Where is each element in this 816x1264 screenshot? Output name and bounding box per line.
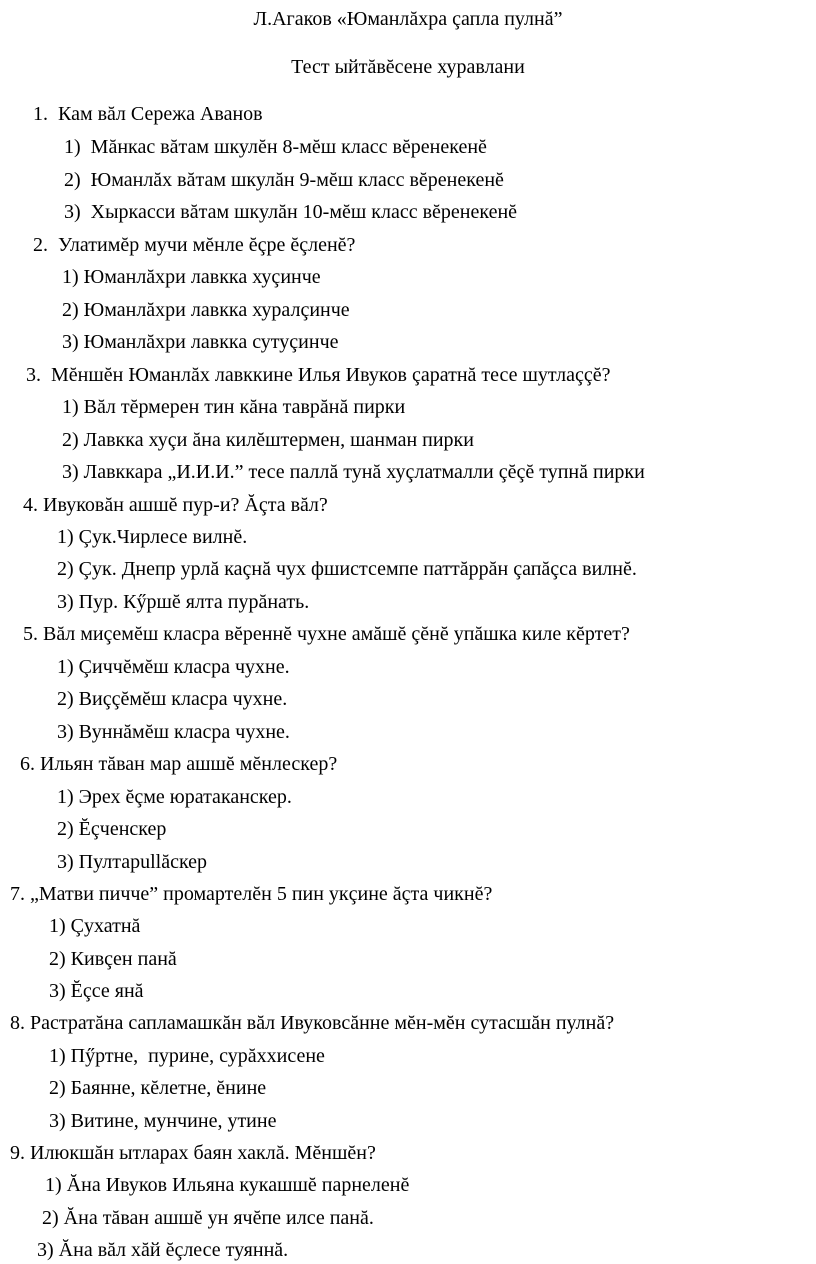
option-text: Ăна вăл хăй ĕçлесе туяннă. xyxy=(58,1239,289,1261)
question-2-option-1 xyxy=(62,264,321,290)
option-number: 1) xyxy=(49,915,66,937)
question-text: „Матви пичче” промартелĕн 5 пин укçине ăçта чикнĕ? xyxy=(30,883,493,905)
option-text: Юманлăхри лавкка хуçинче xyxy=(83,266,321,288)
question-9-option-3 xyxy=(37,1237,288,1263)
question-3 xyxy=(26,362,611,388)
question-5-option-3 xyxy=(57,719,290,745)
question-3-option-3 xyxy=(62,459,645,485)
option-text: Кивçен панă xyxy=(70,948,177,970)
question-8-option-1 xyxy=(49,1043,325,1069)
question-text: Вăл миçемĕш класра вĕреннĕ чухне амăшĕ çĕнĕ упăшка киле кĕртет? xyxy=(43,623,630,645)
question-number: 3. xyxy=(26,364,41,386)
option-number: 2) xyxy=(49,948,66,970)
option-text: Вуннăмĕш класра чухне. xyxy=(78,721,290,743)
option-number: 3) xyxy=(64,201,81,223)
option-text: Çук.Чирлесе вилнĕ. xyxy=(78,526,248,548)
document-subtitle: Тест ыйтăвĕсене хуравлани xyxy=(291,56,525,78)
option-number: 3) xyxy=(62,331,79,353)
option-text: Ĕçченскер xyxy=(78,818,167,840)
option-text: Эрех ĕçме юратаканскер. xyxy=(78,786,292,808)
option-text: Юманлăх вăтам шкулăн 9-мĕш класс вĕренекенĕ xyxy=(90,169,504,191)
option-number: 2) xyxy=(64,169,81,191)
option-number: 2) xyxy=(57,688,74,710)
option-number: 2) xyxy=(62,429,79,451)
question-4 xyxy=(23,492,328,518)
question-number: 9. xyxy=(10,1142,25,1164)
option-text: Баянне, кĕлетне, ĕнине xyxy=(70,1077,267,1099)
option-number: 1) xyxy=(49,1045,66,1067)
option-number: 2) xyxy=(62,299,79,321)
option-number: 1) xyxy=(57,786,74,808)
option-text: Вăл тĕрмерен тин кăна таврăнă пирки xyxy=(83,396,406,418)
question-5-option-2 xyxy=(57,686,287,712)
question-1 xyxy=(33,101,263,127)
option-number: 1) xyxy=(62,396,79,418)
option-text: Мăнкас вăтам шкулĕн 8-мĕш класс вĕренекенĕ xyxy=(90,136,487,158)
option-text: Лавккара „И.И.И.” тесе паллă тунă хуçлатмалли çĕçĕ тупнă пирки xyxy=(83,461,645,483)
question-2-option-2 xyxy=(62,297,350,323)
option-number: 2) xyxy=(42,1207,59,1229)
question-1-option-1 xyxy=(64,134,487,160)
option-number: 1) xyxy=(57,526,74,548)
option-number: 3) xyxy=(49,980,66,1002)
option-text: Ăна тăван ашшĕ ун ячĕпе илсе панă. xyxy=(63,1207,374,1229)
option-number: 3) xyxy=(37,1239,54,1261)
question-text: Мĕншĕн Юманлăх лавккине Илья Ивуков çаратнă тесе шутлаççĕ? xyxy=(51,364,611,386)
question-7-option-3 xyxy=(49,978,144,1004)
question-text: Растратăна сапламашкăн вăл Ивуковсăнне мĕн-мĕн сутасшăн пулнă? xyxy=(30,1012,615,1034)
option-number: 3) xyxy=(62,461,79,483)
question-1-option-3 xyxy=(64,199,517,225)
question-number: 2. xyxy=(33,234,48,256)
question-6-option-1 xyxy=(57,784,292,810)
option-text: Çухатнă xyxy=(70,915,141,937)
question-text: Ивуковăн ашшĕ пур-и? Ăçта вăл? xyxy=(43,494,328,516)
question-3-option-2 xyxy=(62,427,474,453)
question-5-option-1 xyxy=(57,654,290,680)
option-text: Пултарullăскер xyxy=(78,851,208,873)
question-3-option-1 xyxy=(62,394,405,420)
question-number: 8. xyxy=(10,1012,25,1034)
question-9 xyxy=(10,1140,376,1166)
option-number: 3) xyxy=(49,1110,66,1132)
question-5 xyxy=(23,621,630,647)
question-7-option-2 xyxy=(49,946,177,972)
question-number: 5. xyxy=(23,623,38,645)
option-text: Хыркасси вăтам шкулăн 10-мĕш класс вĕренекенĕ xyxy=(90,201,518,223)
option-text: Ĕçсе янă xyxy=(70,980,144,1002)
option-text: Лавкка хуçи ăна килĕштермен, шанман пирки xyxy=(83,429,474,451)
option-number: 3) xyxy=(57,591,74,613)
question-text: Кам вăл Сережа Аванов xyxy=(58,103,263,125)
option-text: Виççĕмĕш класра чухне. xyxy=(78,688,288,710)
option-text: Пӳртне, пурине, сурăххисене xyxy=(70,1045,325,1067)
question-7 xyxy=(10,881,492,907)
option-number: 1) xyxy=(62,266,79,288)
question-4-option-3 xyxy=(57,589,309,615)
option-number: 2) xyxy=(49,1077,66,1099)
question-6-option-3 xyxy=(57,849,207,875)
question-2-option-3 xyxy=(62,329,339,355)
option-number: 1) xyxy=(57,656,74,678)
document-title: Л.Агаков «Юманлăхра çапла пулнă” xyxy=(253,8,563,30)
question-8-option-3 xyxy=(49,1108,276,1134)
question-1-option-2 xyxy=(64,167,504,193)
question-text: Ильян тăван мар ашшĕ мĕнлескер? xyxy=(40,753,338,775)
option-number: 3) xyxy=(57,721,74,743)
option-text: Юманлăхри лавкка сутуçинче xyxy=(83,331,339,353)
option-number: 2) xyxy=(57,558,74,580)
question-8 xyxy=(10,1010,614,1036)
option-number: 1) xyxy=(45,1174,62,1196)
question-text: Улатимĕр мучи мĕнле ĕçре ĕçленĕ? xyxy=(58,234,356,256)
question-number: 7. xyxy=(10,883,25,905)
option-text: Çиччĕмĕш класра чухне. xyxy=(78,656,290,678)
question-8-option-2 xyxy=(49,1075,266,1101)
question-9-option-2 xyxy=(42,1205,374,1231)
option-text: Юманлăхри лавкка хуралçинче xyxy=(83,299,350,321)
option-number: 1) xyxy=(64,136,81,158)
question-6 xyxy=(20,751,337,777)
question-number: 6. xyxy=(20,753,35,775)
option-text: Çук. Днепр урлă каçнă чух фшистсемпе паттăррăн çапăçса вилнĕ. xyxy=(78,558,637,580)
question-4-option-2 xyxy=(57,556,637,582)
question-6-option-2 xyxy=(57,816,166,842)
option-number: 3) xyxy=(57,851,74,873)
option-text: Витине, мунчине, утине xyxy=(70,1110,277,1132)
question-text: Илюкшăн ытларах баян хаклă. Мĕншĕн? xyxy=(30,1142,376,1164)
question-number: 4. xyxy=(23,494,38,516)
question-7-option-1 xyxy=(49,913,140,939)
question-4-option-1 xyxy=(57,524,247,550)
option-text: Ăна Ивуков Ильяна кукашшĕ парнеленĕ xyxy=(66,1174,410,1196)
option-number: 2) xyxy=(57,818,74,840)
question-2 xyxy=(33,232,355,258)
option-text: Пур. Кӳршĕ ялта пурăнать. xyxy=(78,591,310,613)
question-9-option-1 xyxy=(45,1172,409,1198)
question-number: 1. xyxy=(33,103,48,125)
